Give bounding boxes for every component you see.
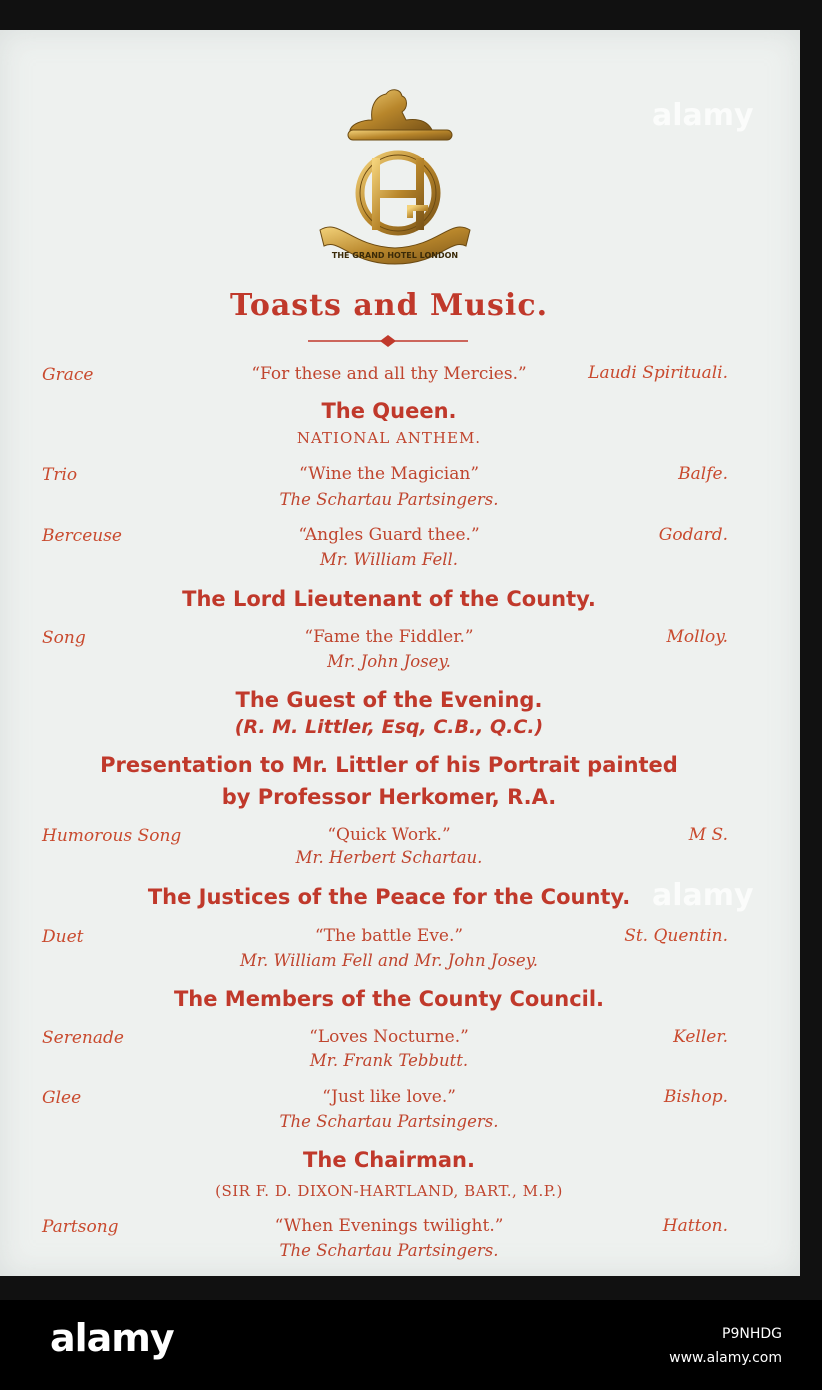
presentation-line-2: by Professor Herkomer, R.A. [221, 785, 557, 809]
performer: Mr. John Josey. [327, 652, 451, 671]
toast-title: The Guest of the Evening. [235, 688, 543, 712]
toast-title: The Justices of the Peace for the County. [147, 885, 631, 909]
footer-image-info [669, 1322, 782, 1370]
performer: Mr. William Fell and Mr. John Josey. [239, 951, 538, 970]
row-label: Partsong [42, 1217, 119, 1237]
work-title: “Loves Nocturne.” [309, 1027, 469, 1047]
work-title: “Just like love.” [322, 1087, 456, 1107]
composer: Balfe. [678, 464, 728, 484]
work-title: “The battle Eve.” [314, 926, 464, 946]
composer: M S. [688, 825, 728, 845]
composer: Laudi Spirituali. [588, 363, 728, 383]
row-label: Humorous Song [42, 826, 182, 846]
site-url: www.alamy.com [669, 1350, 782, 1366]
work-title: “Angles Guard thee.” [298, 525, 480, 545]
row-label: Song [42, 628, 86, 648]
toast-subtitle: (SIR F. D. DIXON-HARTLAND, BART., M.P.) [215, 1182, 563, 1200]
row-label: Serenade [42, 1028, 124, 1048]
composer: St. Quentin. [624, 926, 728, 946]
row-label: Trio [42, 465, 78, 485]
toast-title: The Chairman. [303, 1148, 475, 1172]
toast-subtitle: NATIONAL ANTHEM. [296, 429, 482, 447]
row-label: Grace [42, 365, 94, 385]
image-id: P9NHDG [722, 1326, 782, 1342]
menu-card [0, 30, 800, 1276]
hotel-crest-logo [310, 58, 480, 266]
footer-brand-logo: alamy [50, 1316, 174, 1360]
toast-title: The Lord Lieutenant of the County. [182, 587, 596, 611]
performer: The Schartau Partsingers. [279, 1112, 499, 1131]
watermark: alamy [652, 98, 754, 133]
performer: Mr. Herbert Schartau. [295, 848, 483, 867]
toast-title: The Queen. [321, 399, 457, 423]
heading-text: Toasts and Music. [229, 288, 549, 323]
work-title: “When Evenings twilight.” [274, 1216, 504, 1236]
crest-ribbon-text: THE GRAND HOTEL LONDON [331, 251, 459, 260]
row-label: Duet [42, 927, 84, 947]
work-title: “Wine the Magician” [298, 464, 480, 484]
work-title: “For these and all thy Mercies.” [251, 364, 527, 384]
work-title: “Fame the Fiddler.” [304, 627, 474, 647]
performer: The Schartau Partsingers. [279, 490, 499, 509]
performer: Mr. Frank Tebbutt. [309, 1051, 469, 1070]
toast-title: The Members of the County Council. [173, 987, 605, 1011]
page-title [0, 288, 778, 323]
work-title: “Quick Work.” [327, 825, 451, 845]
composer: Hatton. [662, 1216, 728, 1236]
row-label: Berceuse [42, 526, 122, 546]
composer: Keller. [673, 1027, 728, 1047]
toast-subtitle: (R. M. Littler, Esq, C.B., Q.C.) [234, 716, 544, 738]
composer: Molloy. [666, 627, 728, 647]
composer: Godard. [658, 525, 728, 545]
composer: Bishop. [663, 1087, 728, 1107]
ornamental-divider [308, 334, 468, 348]
performer: Mr. William Fell. [319, 550, 459, 569]
presentation-line-1: Presentation to Mr. Littler of his Portrait painted [100, 753, 678, 777]
watermark: alamy [652, 878, 754, 913]
row-label: Glee [42, 1088, 82, 1108]
performer: The Schartau Partsingers. [279, 1241, 499, 1260]
